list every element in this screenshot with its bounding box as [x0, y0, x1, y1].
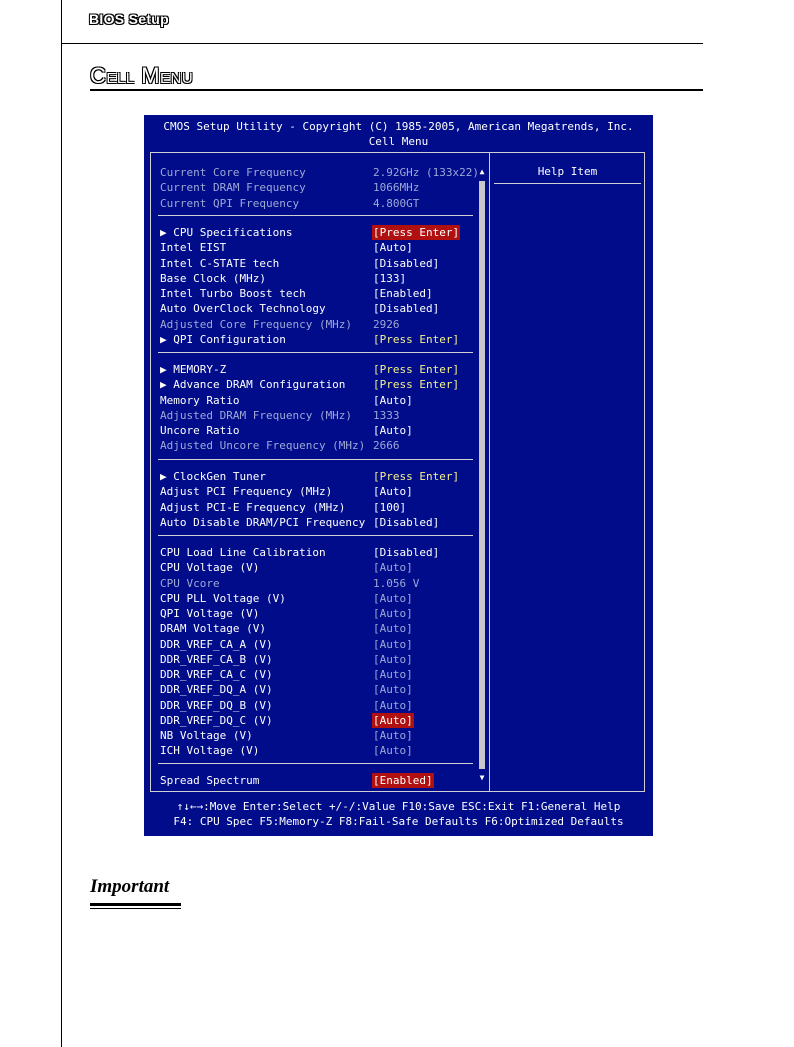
setting-value[interactable]: [Auto]	[373, 424, 413, 437]
bios-screen	[144, 115, 653, 836]
setting-label: Spread Spectrum	[160, 774, 260, 787]
section-separator	[158, 763, 473, 764]
bios-header	[144, 115, 653, 151]
important-underline	[90, 903, 181, 906]
setting-label: Auto Disable DRAM/PCI Frequency	[160, 515, 366, 529]
setting-label: ▶ MEMORY-Z	[160, 363, 227, 376]
setting-label: ICH Voltage (V)	[160, 744, 260, 758]
setting-value[interactable]: [Press Enter]	[373, 378, 460, 392]
setting-label: ▶ CPU Specifications	[160, 226, 293, 239]
setting-value[interactable]: [Disabled]	[373, 546, 440, 559]
setting-label: Base Clock (MHz)	[160, 271, 266, 285]
setting-label: Adjusted Core Frequency (MHz)	[160, 317, 353, 331]
setting-label: CPU PLL Voltage (V)	[160, 591, 286, 605]
setting-label: ▶ ClockGen Tuner	[160, 470, 266, 483]
setting-value[interactable]: [Auto]	[373, 744, 413, 758]
setting-value[interactable]: [Disabled]	[373, 256, 440, 270]
footer-keys-line2: F4: CPU Spec F5:Memory-Z F8:Fail-Safe Defaults F6:Optimized Defaults	[173, 815, 624, 828]
setting-value[interactable]: [133]	[373, 271, 407, 285]
setting-value[interactable]: [Auto]	[373, 591, 413, 605]
setting-value: 4.800GT	[373, 196, 420, 210]
setting-value[interactable]: [Enabled]	[373, 287, 433, 300]
section-separator	[158, 535, 473, 536]
setting-value: 2926	[373, 317, 400, 331]
setting-value[interactable]: [Auto]	[373, 485, 413, 499]
setting-value[interactable]: [Press Enter]	[373, 332, 460, 346]
setting-label: CPU Vcore	[160, 576, 220, 590]
setting-label: Intel C-STATE tech	[160, 256, 280, 270]
scrollbar-thumb[interactable]	[479, 181, 485, 769]
setting-label: DRAM Voltage (V)	[160, 622, 266, 636]
setting-label: Memory Ratio	[160, 393, 240, 407]
setting-label: ▶ QPI Configuration	[160, 332, 286, 346]
setting-value[interactable]: [Auto]	[373, 713, 413, 727]
setting-value: 1066MHz	[373, 181, 420, 195]
setting-label: DDR_VREF_DQ_C (V)	[160, 713, 273, 727]
setting-label: Uncore Ratio	[160, 424, 240, 437]
setting-label: DDR_VREF_CA_A (V)	[160, 637, 273, 651]
setting-value[interactable]: [Press Enter]	[373, 226, 460, 239]
setting-label: DDR_VREF_DQ_B (V)	[160, 698, 273, 712]
setting-label: CPU Load Line Calibration	[160, 546, 326, 559]
help-divider	[489, 152, 490, 792]
setting-value[interactable]: [Auto]	[373, 561, 413, 575]
setting-label: Current QPI Frequency	[160, 196, 300, 210]
setting-value[interactable]: [Auto]	[373, 637, 413, 651]
setting-label: DDR_VREF_DQ_A (V)	[160, 683, 273, 697]
help-title: Help Item	[537, 165, 598, 178]
setting-value: 1.056 V	[373, 576, 420, 590]
section-title: Cell Menu	[90, 63, 194, 88]
bios-menu-name: Cell Menu	[368, 135, 429, 148]
setting-value[interactable]: [Auto]	[373, 683, 413, 697]
setting-label: Current Core Frequency	[160, 166, 306, 179]
setting-value: 1333	[373, 408, 400, 422]
setting-value[interactable]: [Auto]	[373, 729, 413, 742]
setting-label: Current DRAM Frequency	[160, 181, 306, 195]
setting-value[interactable]: [Disabled]	[373, 515, 440, 529]
section-separator	[158, 459, 473, 460]
setting-label: CPU Voltage (V)	[160, 561, 260, 575]
setting-label: Adjusted DRAM Frequency (MHz)	[160, 408, 353, 422]
setting-value[interactable]: [Press Enter]	[373, 363, 460, 376]
page-left-rule	[61, 0, 62, 1047]
important-label: Important	[90, 876, 170, 897]
setting-label: DDR_VREF_CA_B (V)	[160, 652, 273, 666]
setting-value[interactable]: [Enabled]	[373, 774, 433, 787]
footer-keys-line1: ↑↓←→:Move Enter:Select +/-/:Value F10:Save ESC:Exit F1:General Help	[176, 800, 621, 813]
setting-label: Intel Turbo Boost tech	[160, 287, 306, 300]
scroll-down-arrow-icon[interactable]: ▼	[479, 773, 485, 782]
bios-title: CMOS Setup Utility - Copyright (C) 1985-2005, American Megatrends, Inc.	[163, 120, 634, 133]
page-header-rule	[61, 43, 703, 44]
setting-value[interactable]: [Auto]	[373, 607, 413, 620]
section-rule	[90, 89, 703, 91]
setting-value[interactable]: [Auto]	[373, 668, 413, 681]
setting-value: 2666	[373, 439, 400, 453]
setting-value[interactable]: [Press Enter]	[373, 470, 460, 483]
setting-value: 2.92GHz (133x22)	[373, 166, 479, 179]
setting-label: QPI Voltage (V)	[160, 607, 260, 620]
setting-value[interactable]: [Auto]	[373, 652, 413, 666]
setting-label: NB Voltage (V)	[160, 729, 253, 742]
setting-label: Auto OverClock Technology	[160, 302, 326, 316]
setting-label: Adjust PCI-E Frequency (MHz)	[160, 500, 346, 514]
setting-value[interactable]: [Auto]	[373, 241, 413, 255]
setting-value[interactable]: [Auto]	[373, 622, 413, 636]
section-separator	[158, 215, 473, 216]
help-rule	[494, 183, 641, 184]
setting-value[interactable]: [Auto]	[373, 393, 413, 407]
setting-value[interactable]: [100]	[373, 500, 407, 514]
setting-value[interactable]: [Auto]	[373, 698, 413, 712]
important-underline-thin	[90, 908, 181, 909]
section-separator	[158, 352, 473, 353]
setting-label: DDR_VREF_CA_C (V)	[160, 668, 273, 681]
setting-label: Adjusted Uncore Frequency (MHz)	[160, 439, 366, 453]
setting-label: ▶ Advance DRAM Configuration	[160, 378, 346, 392]
setting-label: Intel EIST	[160, 241, 227, 255]
setting-value[interactable]: [Disabled]	[373, 302, 440, 316]
scroll-up-arrow-icon[interactable]: ▲	[479, 167, 485, 176]
setting-label: Adjust PCI Frequency (MHz)	[160, 485, 333, 499]
page-header-title: BIOS Setup	[89, 11, 170, 27]
